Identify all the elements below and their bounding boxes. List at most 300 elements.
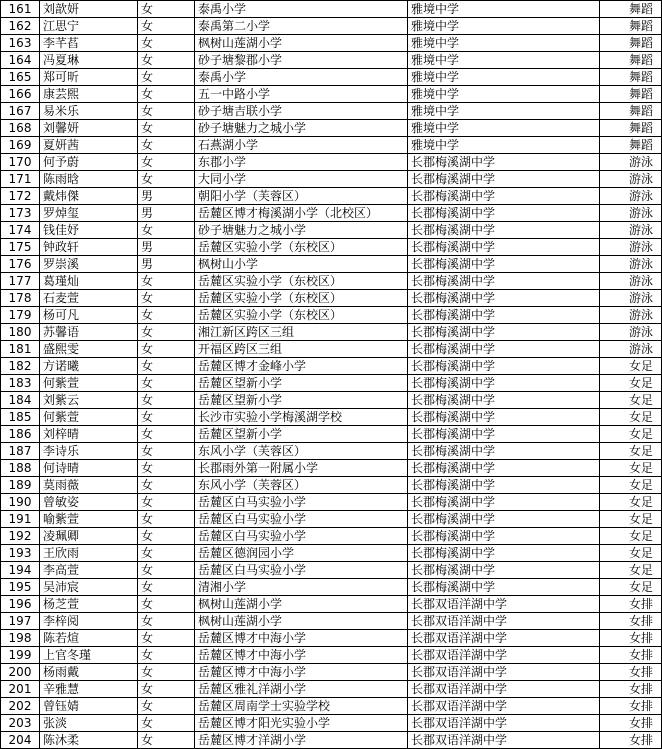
gender-cell: 男	[138, 239, 195, 256]
row-number-cell: 181	[1, 341, 40, 358]
student-name-cell: 杨可凡	[40, 307, 138, 324]
table-row	[1, 494, 662, 511]
row-number-cell: 182	[1, 358, 40, 375]
gender-cell: 女	[138, 52, 195, 69]
student-name-cell: 夏妍茜	[40, 137, 138, 154]
gender-cell: 女	[138, 307, 195, 324]
student-name-cell: 郑可昕	[40, 69, 138, 86]
student-name-cell: 李芊萏	[40, 35, 138, 52]
primary-school-cell: 东郡小学	[195, 154, 408, 171]
sport-cell: 女足	[600, 409, 662, 426]
table-row	[1, 256, 662, 273]
student-name-cell: 陈雨晗	[40, 171, 138, 188]
row-number-cell: 162	[1, 18, 40, 35]
gender-cell: 女	[138, 290, 195, 307]
gender-cell: 女	[138, 35, 195, 52]
gender-cell: 女	[138, 511, 195, 528]
middle-school-cell: 长郡梅溪湖中学	[408, 528, 600, 545]
gender-cell: 女	[138, 358, 195, 375]
primary-school-cell: 岳麓区望新小学	[195, 392, 408, 409]
sport-cell: 女排	[600, 732, 662, 749]
row-number-cell: 172	[1, 188, 40, 205]
gender-cell: 女	[138, 171, 195, 188]
student-name-cell: 刘歆妍	[40, 1, 138, 18]
gender-cell: 女	[138, 154, 195, 171]
student-name-cell: 冯夏琳	[40, 52, 138, 69]
row-number-cell: 168	[1, 120, 40, 137]
row-number-cell: 184	[1, 392, 40, 409]
row-number-cell: 171	[1, 171, 40, 188]
sport-cell: 游泳	[600, 188, 662, 205]
table-row	[1, 477, 662, 494]
sport-cell: 游泳	[600, 324, 662, 341]
middle-school-cell: 长郡梅溪湖中学	[408, 307, 600, 324]
table-row	[1, 358, 662, 375]
table-row	[1, 732, 662, 749]
row-number-cell: 173	[1, 205, 40, 222]
student-name-cell: 李梓阅	[40, 613, 138, 630]
student-name-cell: 曾敏姿	[40, 494, 138, 511]
row-number-cell: 196	[1, 596, 40, 613]
gender-cell: 女	[138, 732, 195, 749]
gender-cell: 女	[138, 137, 195, 154]
sport-cell: 女足	[600, 443, 662, 460]
middle-school-cell: 长郡梅溪湖中学	[408, 409, 600, 426]
middle-school-cell: 雅境中学	[408, 18, 600, 35]
middle-school-cell: 长郡梅溪湖中学	[408, 222, 600, 239]
gender-cell: 女	[138, 715, 195, 732]
gender-cell: 女	[138, 375, 195, 392]
table-row	[1, 409, 662, 426]
sport-cell: 舞蹈	[600, 103, 662, 120]
table-row	[1, 511, 662, 528]
primary-school-cell: 枫树山莲湖小学	[195, 35, 408, 52]
student-name-cell: 凌珮卿	[40, 528, 138, 545]
primary-school-cell: 东风小学（芙蓉区）	[195, 477, 408, 494]
student-name-cell: 何紫萱	[40, 375, 138, 392]
sport-cell: 舞蹈	[600, 1, 662, 18]
student-name-cell: 康芸熙	[40, 86, 138, 103]
gender-cell: 女	[138, 528, 195, 545]
row-number-cell: 187	[1, 443, 40, 460]
primary-school-cell: 岳麓区博才中海小学	[195, 647, 408, 664]
middle-school-cell: 长郡梅溪湖中学	[408, 460, 600, 477]
table-row	[1, 528, 662, 545]
gender-cell: 女	[138, 86, 195, 103]
table-row	[1, 35, 662, 52]
middle-school-cell: 雅境中学	[408, 69, 600, 86]
primary-school-cell: 岳麓区白马实验小学	[195, 562, 408, 579]
table-row	[1, 613, 662, 630]
row-number-cell: 161	[1, 1, 40, 18]
sport-cell: 女足	[600, 460, 662, 477]
student-name-cell: 何紫萱	[40, 409, 138, 426]
row-number-cell: 201	[1, 681, 40, 698]
student-name-cell: 上官冬瑾	[40, 647, 138, 664]
sport-cell: 舞蹈	[600, 137, 662, 154]
middle-school-cell: 长郡梅溪湖中学	[408, 205, 600, 222]
row-number-cell: 190	[1, 494, 40, 511]
primary-school-cell: 岳麓区博才洋湖小学	[195, 732, 408, 749]
sport-cell: 女足	[600, 545, 662, 562]
primary-school-cell: 砂子塘黎郡小学	[195, 52, 408, 69]
sport-cell: 女排	[600, 630, 662, 647]
gender-cell: 女	[138, 103, 195, 120]
student-name-cell: 刘馨妍	[40, 120, 138, 137]
table-row	[1, 715, 662, 732]
sport-cell: 女足	[600, 494, 662, 511]
gender-cell: 女	[138, 324, 195, 341]
sport-cell: 女排	[600, 715, 662, 732]
primary-school-cell: 东风小学（芙蓉区）	[195, 443, 408, 460]
gender-cell: 女	[138, 341, 195, 358]
middle-school-cell: 长郡梅溪湖中学	[408, 579, 600, 596]
row-number-cell: 175	[1, 239, 40, 256]
gender-cell: 女	[138, 18, 195, 35]
sport-cell: 游泳	[600, 256, 662, 273]
primary-school-cell: 枫树山小学	[195, 256, 408, 273]
student-name-cell: 陈沐柔	[40, 732, 138, 749]
middle-school-cell: 长郡梅溪湖中学	[408, 239, 600, 256]
row-number-cell: 169	[1, 137, 40, 154]
middle-school-cell: 长郡梅溪湖中学	[408, 358, 600, 375]
row-number-cell: 194	[1, 562, 40, 579]
primary-school-cell: 清湘小学	[195, 579, 408, 596]
row-number-cell: 188	[1, 460, 40, 477]
row-number-cell: 183	[1, 375, 40, 392]
sport-cell: 游泳	[600, 222, 662, 239]
table-row	[1, 698, 662, 715]
middle-school-cell: 长郡梅溪湖中学	[408, 426, 600, 443]
student-name-cell: 石麦萱	[40, 290, 138, 307]
student-name-cell: 喻紫萱	[40, 511, 138, 528]
row-number-cell: 166	[1, 86, 40, 103]
middle-school-cell: 雅境中学	[408, 35, 600, 52]
student-name-cell: 江思宁	[40, 18, 138, 35]
row-number-cell: 179	[1, 307, 40, 324]
sport-cell: 游泳	[600, 307, 662, 324]
sport-cell: 舞蹈	[600, 35, 662, 52]
table-row	[1, 392, 662, 409]
primary-school-cell: 岳麓区博才金峰小学	[195, 358, 408, 375]
primary-school-cell: 岳麓区实验小学（东校区）	[195, 307, 408, 324]
table-row	[1, 1, 662, 18]
middle-school-cell: 长郡梅溪湖中学	[408, 494, 600, 511]
gender-cell: 女	[138, 664, 195, 681]
middle-school-cell: 长郡梅溪湖中学	[408, 562, 600, 579]
gender-cell: 女	[138, 120, 195, 137]
row-number-cell: 197	[1, 613, 40, 630]
primary-school-cell: 岳麓区实验小学（东校区）	[195, 290, 408, 307]
middle-school-cell: 长郡双语洋湖中学	[408, 664, 600, 681]
student-name-cell: 杨雨戴	[40, 664, 138, 681]
student-name-cell: 何诗晴	[40, 460, 138, 477]
row-number-cell: 178	[1, 290, 40, 307]
primary-school-cell: 砂子塘吉联小学	[195, 103, 408, 120]
primary-school-cell: 泰禹小学	[195, 69, 408, 86]
row-number-cell: 193	[1, 545, 40, 562]
student-name-cell: 盛熙雯	[40, 341, 138, 358]
table-row	[1, 426, 662, 443]
middle-school-cell: 长郡双语洋湖中学	[408, 732, 600, 749]
sport-cell: 女足	[600, 426, 662, 443]
row-number-cell: 189	[1, 477, 40, 494]
table-row	[1, 443, 662, 460]
middle-school-cell: 长郡梅溪湖中学	[408, 154, 600, 171]
sport-cell: 舞蹈	[600, 86, 662, 103]
student-name-cell: 苏馨语	[40, 324, 138, 341]
sport-cell: 女足	[600, 511, 662, 528]
primary-school-cell: 长沙市实验小学梅溪湖学校	[195, 409, 408, 426]
primary-school-cell: 朝阳小学（芙蓉区）	[195, 188, 408, 205]
primary-school-cell: 岳麓区实验小学（东校区）	[195, 273, 408, 290]
table-row	[1, 69, 662, 86]
gender-cell: 女	[138, 222, 195, 239]
table-row	[1, 324, 662, 341]
gender-cell: 女	[138, 596, 195, 613]
middle-school-cell: 长郡梅溪湖中学	[408, 273, 600, 290]
row-number-cell: 195	[1, 579, 40, 596]
sport-cell: 女排	[600, 698, 662, 715]
student-name-cell: 钱佳妤	[40, 222, 138, 239]
table-row	[1, 205, 662, 222]
primary-school-cell: 岳麓区白马实验小学	[195, 528, 408, 545]
sport-cell: 女足	[600, 392, 662, 409]
primary-school-cell: 岳麓区白马实验小学	[195, 494, 408, 511]
student-name-cell: 戴炜傑	[40, 188, 138, 205]
middle-school-cell: 长郡梅溪湖中学	[408, 324, 600, 341]
student-name-cell: 葛瑾灿	[40, 273, 138, 290]
gender-cell: 女	[138, 630, 195, 647]
middle-school-cell: 长郡梅溪湖中学	[408, 290, 600, 307]
gender-cell: 女	[138, 681, 195, 698]
row-number-cell: 165	[1, 69, 40, 86]
sport-cell: 游泳	[600, 154, 662, 171]
row-number-cell: 192	[1, 528, 40, 545]
row-number-cell: 191	[1, 511, 40, 528]
table-row	[1, 154, 662, 171]
primary-school-cell: 砂子塘魅力之城小学	[195, 222, 408, 239]
middle-school-cell: 长郡双语洋湖中学	[408, 647, 600, 664]
middle-school-cell: 长郡梅溪湖中学	[408, 443, 600, 460]
gender-cell: 女	[138, 647, 195, 664]
primary-school-cell: 大同小学	[195, 171, 408, 188]
middle-school-cell: 长郡梅溪湖中学	[408, 375, 600, 392]
gender-cell: 女	[138, 579, 195, 596]
table-row	[1, 341, 662, 358]
middle-school-cell: 雅境中学	[408, 1, 600, 18]
primary-school-cell: 石燕湖小学	[195, 137, 408, 154]
middle-school-cell: 长郡双语洋湖中学	[408, 596, 600, 613]
sport-cell: 游泳	[600, 171, 662, 188]
student-name-cell: 方诺曦	[40, 358, 138, 375]
table-row	[1, 86, 662, 103]
row-number-cell: 174	[1, 222, 40, 239]
primary-school-cell: 长郡雨外第一附属小学	[195, 460, 408, 477]
middle-school-cell: 雅境中学	[408, 86, 600, 103]
table-row	[1, 273, 662, 290]
gender-cell: 女	[138, 613, 195, 630]
student-name-cell: 曾钰婧	[40, 698, 138, 715]
student-name-cell: 李高萱	[40, 562, 138, 579]
middle-school-cell: 长郡双语洋湖中学	[408, 613, 600, 630]
gender-cell: 男	[138, 188, 195, 205]
primary-school-cell: 岳麓区博才梅溪湖小学（北校区）	[195, 205, 408, 222]
table-row	[1, 375, 662, 392]
middle-school-cell: 长郡梅溪湖中学	[408, 341, 600, 358]
row-number-cell: 202	[1, 698, 40, 715]
gender-cell: 男	[138, 205, 195, 222]
middle-school-cell: 长郡梅溪湖中学	[408, 171, 600, 188]
table-row	[1, 239, 662, 256]
table-row	[1, 562, 662, 579]
student-name-cell: 易米乐	[40, 103, 138, 120]
table-row	[1, 290, 662, 307]
table-row	[1, 103, 662, 120]
table-row	[1, 188, 662, 205]
table-row	[1, 647, 662, 664]
sport-cell: 女排	[600, 613, 662, 630]
middle-school-cell: 雅境中学	[408, 137, 600, 154]
row-number-cell: 180	[1, 324, 40, 341]
primary-school-cell: 枫树山莲湖小学	[195, 596, 408, 613]
primary-school-cell: 岳麓区实验小学（东校区）	[195, 239, 408, 256]
student-name-cell: 张淡	[40, 715, 138, 732]
gender-cell: 女	[138, 409, 195, 426]
sport-cell: 女排	[600, 596, 662, 613]
gender-cell: 女	[138, 698, 195, 715]
student-name-cell: 吴沛宸	[40, 579, 138, 596]
gender-cell: 女	[138, 545, 195, 562]
middle-school-cell: 长郡梅溪湖中学	[408, 545, 600, 562]
sport-cell: 女足	[600, 358, 662, 375]
gender-cell: 男	[138, 256, 195, 273]
primary-school-cell: 泰禹第二小学	[195, 18, 408, 35]
table-row	[1, 579, 662, 596]
primary-school-cell: 泰禹小学	[195, 1, 408, 18]
row-number-cell: 177	[1, 273, 40, 290]
primary-school-cell: 岳麓区德润园小学	[195, 545, 408, 562]
table-row	[1, 681, 662, 698]
sport-cell: 舞蹈	[600, 52, 662, 69]
table-body	[1, 1, 662, 749]
row-number-cell: 170	[1, 154, 40, 171]
table-row	[1, 171, 662, 188]
row-number-cell: 203	[1, 715, 40, 732]
primary-school-cell: 砂子塘魅力之城小学	[195, 120, 408, 137]
row-number-cell: 200	[1, 664, 40, 681]
table-row	[1, 222, 662, 239]
middle-school-cell: 长郡梅溪湖中学	[408, 392, 600, 409]
row-number-cell: 199	[1, 647, 40, 664]
student-name-cell: 辛雅慧	[40, 681, 138, 698]
table-row	[1, 307, 662, 324]
student-name-cell: 杨芝萱	[40, 596, 138, 613]
middle-school-cell: 长郡梅溪湖中学	[408, 256, 600, 273]
table-row	[1, 664, 662, 681]
student-name-cell: 罗崇溪	[40, 256, 138, 273]
gender-cell: 女	[138, 494, 195, 511]
table-row	[1, 630, 662, 647]
middle-school-cell: 雅境中学	[408, 103, 600, 120]
sport-cell: 女足	[600, 375, 662, 392]
student-name-cell: 何予蔚	[40, 154, 138, 171]
student-name-cell: 刘紫云	[40, 392, 138, 409]
student-name-cell: 李诗乐	[40, 443, 138, 460]
sport-cell: 女足	[600, 562, 662, 579]
middle-school-cell: 长郡双语洋湖中学	[408, 630, 600, 647]
primary-school-cell: 岳麓区博才阳光实验小学	[195, 715, 408, 732]
sport-cell: 游泳	[600, 341, 662, 358]
middle-school-cell: 长郡双语洋湖中学	[408, 698, 600, 715]
middle-school-cell: 长郡梅溪湖中学	[408, 188, 600, 205]
table-row	[1, 596, 662, 613]
sport-cell: 舞蹈	[600, 18, 662, 35]
table-row	[1, 137, 662, 154]
sport-cell: 游泳	[600, 273, 662, 290]
row-number-cell: 198	[1, 630, 40, 647]
gender-cell: 女	[138, 69, 195, 86]
student-name-cell: 莫雨薇	[40, 477, 138, 494]
gender-cell: 女	[138, 460, 195, 477]
row-number-cell: 163	[1, 35, 40, 52]
table-row	[1, 18, 662, 35]
sport-cell: 游泳	[600, 205, 662, 222]
gender-cell: 女	[138, 426, 195, 443]
sport-cell: 女足	[600, 528, 662, 545]
sport-cell: 女足	[600, 477, 662, 494]
primary-school-cell: 岳麓区望新小学	[195, 375, 408, 392]
gender-cell: 女	[138, 562, 195, 579]
middle-school-cell: 雅境中学	[408, 120, 600, 137]
primary-school-cell: 岳麓区博才中海小学	[195, 630, 408, 647]
middle-school-cell: 长郡梅溪湖中学	[408, 477, 600, 494]
primary-school-cell: 枫树山莲湖小学	[195, 613, 408, 630]
row-number-cell: 164	[1, 52, 40, 69]
gender-cell: 女	[138, 273, 195, 290]
row-number-cell: 185	[1, 409, 40, 426]
primary-school-cell: 岳麓区周南学士实验学校	[195, 698, 408, 715]
row-number-cell: 176	[1, 256, 40, 273]
sport-cell: 女足	[600, 579, 662, 596]
gender-cell: 女	[138, 392, 195, 409]
sport-cell: 舞蹈	[600, 120, 662, 137]
sport-cell: 舞蹈	[600, 69, 662, 86]
student-name-cell: 刘梓晴	[40, 426, 138, 443]
primary-school-cell: 岳麓区雅礼洋湖小学	[195, 681, 408, 698]
student-name-cell: 陈若煊	[40, 630, 138, 647]
middle-school-cell: 长郡梅溪湖中学	[408, 511, 600, 528]
table-row	[1, 52, 662, 69]
sport-cell: 游泳	[600, 239, 662, 256]
sport-cell: 女排	[600, 681, 662, 698]
student-name-cell: 钟政轩	[40, 239, 138, 256]
gender-cell: 女	[138, 477, 195, 494]
middle-school-cell: 长郡双语洋湖中学	[408, 715, 600, 732]
primary-school-cell: 湘江新区跨区三组	[195, 324, 408, 341]
row-number-cell: 204	[1, 732, 40, 749]
table-row	[1, 460, 662, 477]
student-name-cell: 王欣雨	[40, 545, 138, 562]
primary-school-cell: 开福区跨区三组	[195, 341, 408, 358]
primary-school-cell: 五一中路小学	[195, 86, 408, 103]
primary-school-cell: 岳麓区博才中海小学	[195, 664, 408, 681]
student-name-cell: 罗焯玺	[40, 205, 138, 222]
gender-cell: 女	[138, 443, 195, 460]
row-number-cell: 167	[1, 103, 40, 120]
table-row	[1, 545, 662, 562]
primary-school-cell: 岳麓区白马实验小学	[195, 511, 408, 528]
